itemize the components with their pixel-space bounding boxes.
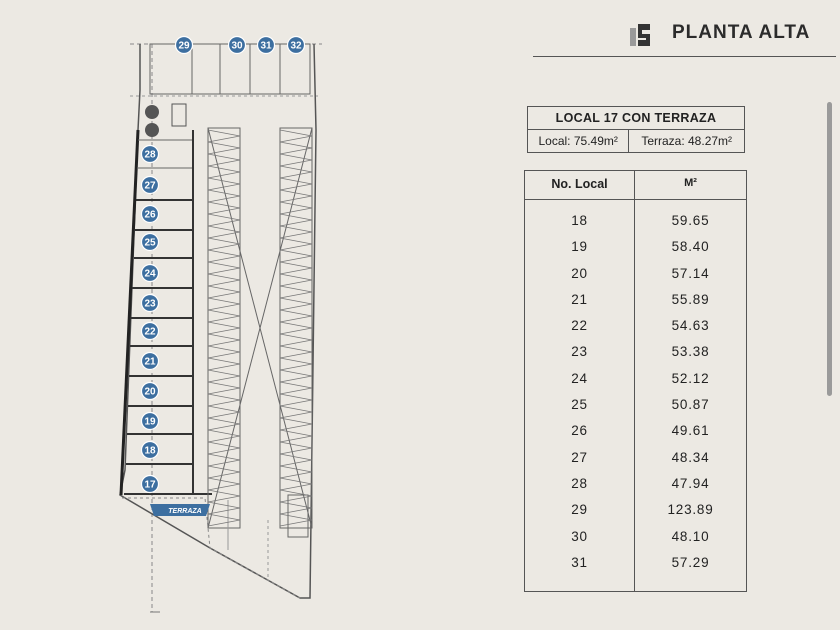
area-cell: 123.89 [667,502,714,518]
unit-marker-side [142,442,159,459]
terraza-table [527,106,745,153]
brand-logo-icon [628,22,654,48]
unit-marker-side-label: 22 [144,326,156,338]
area-cell: 50.87 [671,397,710,413]
area-table-body [525,209,746,577]
local-number-cell: 22 [571,318,588,334]
unit-marker-side-label: 20 [144,386,156,398]
local-number-cell: 19 [571,239,588,255]
local-number-cell: 18 [571,213,588,228]
table-row [525,288,746,314]
unit-marker-side [142,413,159,430]
unit-marker-side-label: 23 [144,298,156,310]
area-cell: 47.94 [671,475,710,491]
unit-marker-top-label: 30 [231,40,243,52]
unit-marker-side [142,383,159,400]
table-row [525,262,746,288]
unit-marker-side [142,146,159,163]
unit-marker-side-label: 21 [144,356,156,368]
unit-marker-side [142,234,159,251]
area-cell: 59.65 [671,213,710,228]
local-number-cell: 24 [571,370,588,386]
unit-marker-top [258,37,275,54]
terraza-area-cell: Terraza: 48.27m² [629,130,745,153]
area-cell: 57.29 [671,554,710,570]
unit-marker-side-label: 19 [144,416,156,428]
local-number-cell: 21 [571,291,588,307]
unit-marker-side-label: 18 [144,445,156,457]
local-number-cell: 30 [571,528,588,544]
area-cell: 53.38 [671,344,710,360]
table-row [525,209,746,235]
table-row [525,551,746,577]
scrollbar[interactable] [827,102,832,396]
terraza-table-caption: LOCAL 17 CON TERRAZA [528,107,745,130]
table-row [525,525,746,551]
unit-marker-top [288,37,305,54]
unit-marker-top-label: 31 [260,40,272,52]
title-divider [533,56,836,57]
page-title: PLANTA ALTA [672,22,811,43]
unit-marker-side [142,265,159,282]
unit-marker-side-label: 24 [144,268,156,280]
local-area-cell: Local: 75.49m² [528,130,629,153]
local-number-cell: 25 [571,397,588,413]
table-row [525,393,746,419]
unit-marker-side [142,177,159,194]
table-row [525,340,746,366]
unit-marker-top-label: 32 [290,40,302,52]
terraza-label: TERRAZA [168,508,202,515]
unit-marker-side [142,476,159,493]
local-number-cell: 20 [571,265,588,281]
unit-marker-top-label: 29 [178,40,190,52]
area-cell: 52.12 [671,370,710,386]
column-header-m2: M² [684,177,697,189]
area-cell: 54.63 [671,318,710,334]
local-number-cell: 31 [571,554,588,570]
local-number-cell: 23 [571,344,588,360]
table-row [525,235,746,261]
table-row [525,446,746,472]
area-cell: 57.14 [671,265,710,281]
unit-marker-side [142,295,159,312]
area-table [524,170,747,592]
table-row [525,498,746,524]
local-number-cell: 27 [571,449,588,465]
area-cell: 49.61 [671,423,710,439]
local-number-cell: 29 [571,502,588,518]
table-row [525,367,746,393]
unit-marker-side-label: 17 [144,479,156,491]
unit-marker-side-label: 25 [144,237,156,249]
table-row [525,472,746,498]
local-number-cell: 28 [571,475,588,491]
area-cell: 48.10 [671,528,710,544]
area-cell: 48.34 [671,449,710,465]
area-cell: 55.89 [671,291,710,307]
area-cell: 58.40 [671,239,710,255]
unit-marker-top [176,37,193,54]
table-row [525,419,746,445]
unit-marker-side [142,323,159,340]
unit-marker-side-label: 26 [144,209,156,221]
table-row [525,314,746,340]
unit-marker-side [142,353,159,370]
local-number-cell: 26 [571,423,588,439]
column-header-local: No. Local [551,177,608,191]
unit-marker-side-label: 27 [144,180,156,192]
unit-marker-top [229,37,246,54]
unit-marker-side-label: 28 [144,149,156,161]
unit-marker-side [142,206,159,223]
